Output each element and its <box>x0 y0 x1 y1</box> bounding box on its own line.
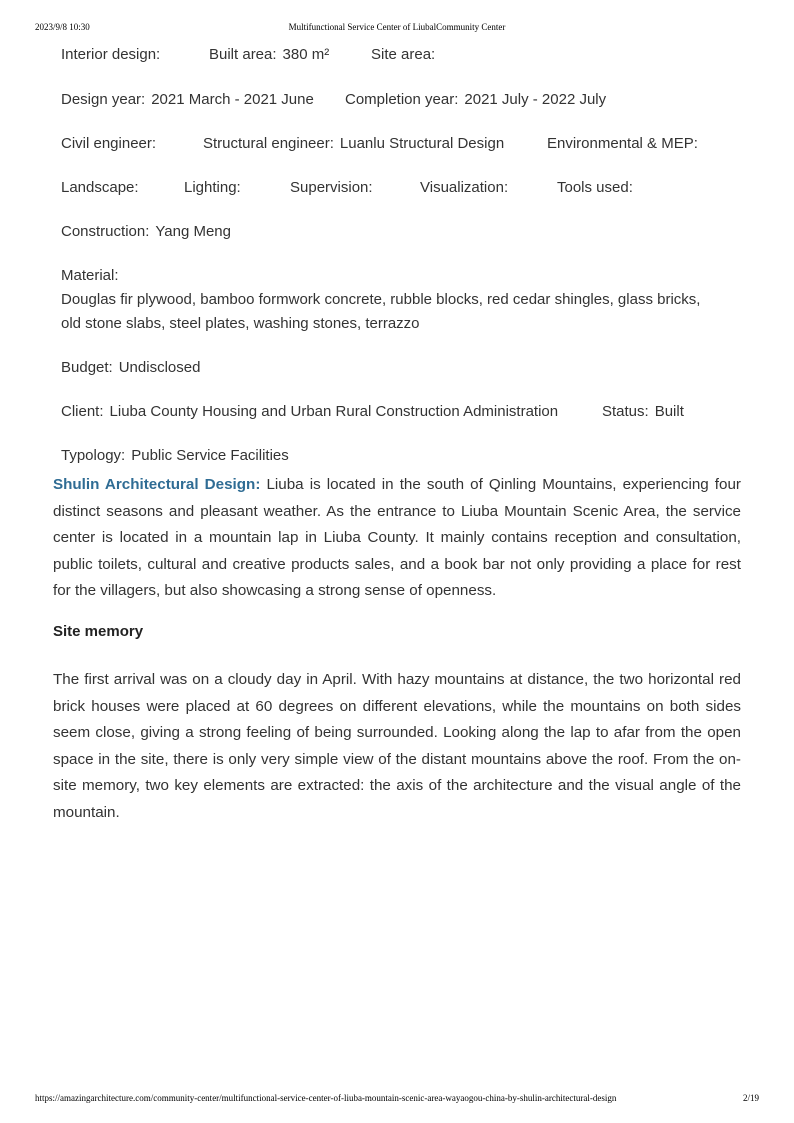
built-area-label: Built area: <box>209 46 277 63</box>
print-datetime: 2023/9/8 10:30 <box>35 22 90 32</box>
status-label: Status: <box>602 403 649 420</box>
material-line-1: Douglas fir plywood, bamboo formwork concrete, rubble blocks, red cedar shingles, glass bricks, <box>61 291 701 308</box>
client-label: Client: <box>61 403 104 420</box>
tools-used-field <box>557 177 633 199</box>
print-header <box>0 22 794 34</box>
lighting-label: Lighting: <box>184 179 241 196</box>
landscape-label: Landscape: <box>61 179 139 196</box>
section-title-site-memory: Site memory <box>53 623 144 640</box>
completion-year-value: 2021 July - 2022 July <box>464 91 607 108</box>
print-title: Multifunctional Service Center of LiubalCommunity Center <box>288 22 506 32</box>
intro-paragraph <box>53 472 741 605</box>
built-area-field <box>209 44 329 66</box>
budget-field <box>61 357 200 379</box>
completion-year-label: Completion year: <box>345 91 459 108</box>
construction-field <box>61 221 231 243</box>
supervision-label: Supervision: <box>290 179 373 196</box>
design-year-label: Design year: <box>61 91 146 108</box>
material-field <box>61 264 761 336</box>
design-year-value: 2021 March - 2021 June <box>151 91 314 108</box>
lighting-field <box>184 177 241 199</box>
tools-used-label: Tools used: <box>557 179 633 196</box>
budget-value: Undisclosed <box>118 359 201 376</box>
intro-text: Liuba is located in the south of Qinling Mountains, experiencing four distinct seasons and pleasant weather. As the entrance to Liuba Mountain Scenic Area, the service center is located in a mountain lap in Liuba County. It mainly contains reception and consultation, public toilets, cultural and creative products sales, and a book bar not only providing a place for rest for the villagers, but also showcasing a strong sense of openness. <box>53 476 741 599</box>
visualization-label: Visualization: <box>420 179 509 196</box>
environmental-mep-field <box>547 133 698 155</box>
supervision-field <box>290 177 373 199</box>
material-label: Material: <box>61 267 119 284</box>
material-line-2: old stone slabs, steel plates, washing stones, terrazzo <box>61 315 420 332</box>
brand-name: Shulin Architectural Design: <box>53 476 261 493</box>
status-field <box>602 401 684 423</box>
site-memory-section <box>53 667 741 826</box>
civil-engineer-label: Civil engineer: <box>61 135 157 152</box>
structural-engineer-value: Luanlu Structural Design <box>339 135 505 152</box>
typology-value: Public Service Facilities <box>131 447 289 464</box>
environmental-mep-label: Environmental & MEP: <box>547 135 698 152</box>
site-memory-paragraph: The first arrival was on a cloudy day in April. With hazy mountains at distance, the two horizontal red brick houses were placed at 60 degrees on different elevations, while the mountains on both sides seem close, giving a strong feeling of being surrounded. Looking along the lap to afar from the open space in the site, there is only very simple view of the distant mountains above the roof. From the on-site memory, two key elements are extracted: the axis of the architecture and the visual angle of the mountain. <box>53 671 741 821</box>
built-area-value: 380 m² <box>282 46 330 63</box>
interior-design-field <box>61 44 160 66</box>
print-footer <box>0 1093 794 1105</box>
page-number: 2/19 <box>742 1093 759 1103</box>
client-field <box>61 401 558 423</box>
completion-year-field <box>345 89 606 111</box>
structural-engineer-field <box>203 133 504 155</box>
visualization-field <box>420 177 508 199</box>
construction-label: Construction: <box>61 223 150 240</box>
status-value: Built <box>654 403 684 420</box>
construction-value: Yang Meng <box>155 223 231 240</box>
client-value: Liuba County Housing and Urban Rural Construction Administration <box>109 403 559 420</box>
civil-engineer-field <box>61 133 156 155</box>
source-url: https://amazingarchitecture.com/community-center/multifunctional-service-center-of-liuba-mountain-scenic-area-wayaogou-china-by-shulin-architectural-design <box>35 1093 617 1103</box>
typology-field <box>61 445 289 467</box>
interior-design-label: Interior design: <box>61 46 161 63</box>
budget-label: Budget: <box>61 359 113 376</box>
site-area-field <box>371 44 435 66</box>
site-area-label: Site area: <box>371 46 436 63</box>
intro-section <box>53 472 741 605</box>
structural-engineer-label: Structural engineer: <box>203 135 334 152</box>
typology-label: Typology: <box>61 447 126 464</box>
landscape-field <box>61 177 139 199</box>
design-year-field <box>61 89 314 111</box>
